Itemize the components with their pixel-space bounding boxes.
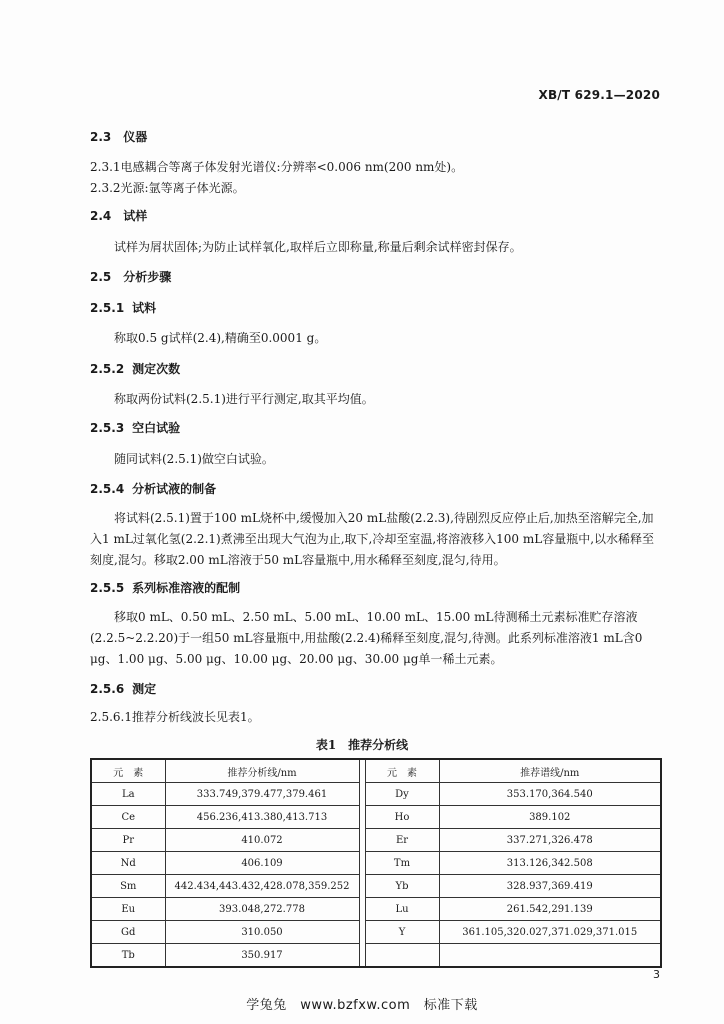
section-2-5-1-text: 称取0.5 g试样(2.4),精确至0.0001 g。 xyxy=(114,331,327,345)
element-cell: Sm xyxy=(91,875,165,898)
table-row xyxy=(91,944,661,968)
section-2-5-2-text: 称取两份试料(2.5.1)进行平行测定,取其平均值。 xyxy=(114,392,374,406)
wavelength-cell: 456.236,413.380,413.713 xyxy=(165,806,359,829)
wavelength-cell xyxy=(439,944,661,968)
section-2-3-2: 2.3.2光源:氩等离子体光源。 xyxy=(90,181,245,195)
section-2-5-4-text: 将试料(2.5.1)置于100 mL烧杯中,缓慢加入20 mL盐酸(2.2.3),待剧烈反应停止后,加热至溶解完全,加入1 mL过氧化氢(2.2.1)煮沸至出现大气泡为止,取下,冷却至室温,将溶液移入100 mL容量瓶中,以水稀释至刻度,混匀。移取2.00 mL溶液于50 mL容量瓶中,用水稀释至刻度,混匀,待用。 xyxy=(90,511,655,567)
header-element-left: 元 素 xyxy=(91,759,165,783)
element-cell: La xyxy=(91,783,165,806)
wavelength-cell: 406.109 xyxy=(165,852,359,875)
table-caption: 表1 推荐分析线 xyxy=(315,738,409,752)
wavelength-cell: 393.048,272.778 xyxy=(165,898,359,921)
element-cell xyxy=(365,944,439,968)
section-2-3-1: 2.3.1电感耦合等离子体发射光谱仪:分辨率<0.006 nm(200 nm处)。 xyxy=(90,160,464,174)
section-2-5-5-heading: 2.5.5 系列标准溶液的配制 xyxy=(90,581,241,595)
section-2-5-3-heading: 2.5.3 空白试验 xyxy=(90,421,181,435)
element-cell: Gd xyxy=(91,921,165,944)
wavelength-cell: 313.126,342.508 xyxy=(439,852,661,875)
wavelength-cell: 410.072 xyxy=(165,829,359,852)
wavelength-cell: 337.271,326.478 xyxy=(439,829,661,852)
wavelength-cell: 442.434,443.432,428.078,359.252 xyxy=(165,875,359,898)
element-cell: Dy xyxy=(365,783,439,806)
table-header-row xyxy=(91,759,661,783)
element-cell: Tm xyxy=(365,852,439,875)
element-cell: Ce xyxy=(91,806,165,829)
section-2-5-5-text: 移取0 mL、0.50 mL、2.50 mL、5.00 mL、10.00 mL、15.00 mL待测稀土元素标准贮存溶液(2.2.5~2.2.20)于一组50 mL容量瓶中,用盐酸(2.2.4)稀释至刻度,混匀,待测。此系列标准溶液1 mL含0 μg、1.00 μg、5.00 μg、10.00 μg、20.00 μg、30.00 μg单一稀土元素。 xyxy=(90,610,643,666)
footer-watermark: 学兔兔 www.bzfxw.com 标准下载 xyxy=(246,998,478,1013)
table-row xyxy=(91,921,661,944)
element-cell: Pr xyxy=(91,829,165,852)
table-row xyxy=(91,852,661,875)
element-cell: Nd xyxy=(91,852,165,875)
header-lines-left: 推荐分析线/nm xyxy=(165,759,359,783)
section-2-5-6-heading: 2.5.6 测定 xyxy=(90,682,157,696)
wavelength-cell: 389.102 xyxy=(439,806,661,829)
element-cell: Er xyxy=(365,829,439,852)
wavelength-cell: 310.050 xyxy=(165,921,359,944)
table-row xyxy=(91,875,661,898)
element-cell: Yb xyxy=(365,875,439,898)
header-lines-right: 推荐谱线/nm xyxy=(439,759,661,783)
section-2-4-heading: 2.4 试样 xyxy=(90,209,148,223)
table-row xyxy=(91,783,661,806)
header-element-right: 元 素 xyxy=(365,759,439,783)
section-2-5-2-heading: 2.5.2 测定次数 xyxy=(90,362,181,376)
section-2-4-text: 试样为屑状固体;为防止试样氧化,取样后立即称量,称量后剩余试样密封保存。 xyxy=(114,240,522,254)
section-2-3-heading: 2.3 仪器 xyxy=(90,130,148,144)
section-2-5-4-heading: 2.5.4 分析试液的制备 xyxy=(90,482,217,496)
section-2-5-heading: 2.5 分析步骤 xyxy=(90,270,172,284)
wavelength-cell: 261.542,291.139 xyxy=(439,898,661,921)
recommended-lines-table xyxy=(90,758,662,968)
table-row xyxy=(91,806,661,829)
table-row xyxy=(91,829,661,852)
wavelength-cell: 333.749,379.477,379.461 xyxy=(165,783,359,806)
element-cell: Eu xyxy=(91,898,165,921)
page-number: 3 xyxy=(653,968,660,981)
wavelength-cell: 328.937,369.419 xyxy=(439,875,661,898)
element-cell: Tb xyxy=(91,944,165,968)
wavelength-cell: 353.170,364.540 xyxy=(439,783,661,806)
element-cell: Y xyxy=(365,921,439,944)
wavelength-cell: 350.917 xyxy=(165,944,359,968)
element-cell: Ho xyxy=(365,806,439,829)
section-2-5-6-1: 2.5.6.1推荐分析线波长见表1。 xyxy=(90,710,260,724)
standard-code: XB/T 629.1—2020 xyxy=(538,88,660,102)
element-cell: Lu xyxy=(365,898,439,921)
section-2-5-1-heading: 2.5.1 试料 xyxy=(90,301,157,315)
wavelength-cell: 361.105,320.027,371.029,371.015 xyxy=(439,921,661,944)
table-row xyxy=(91,898,661,921)
section-2-5-3-text: 随同试料(2.5.1)做空白试验。 xyxy=(114,452,274,466)
